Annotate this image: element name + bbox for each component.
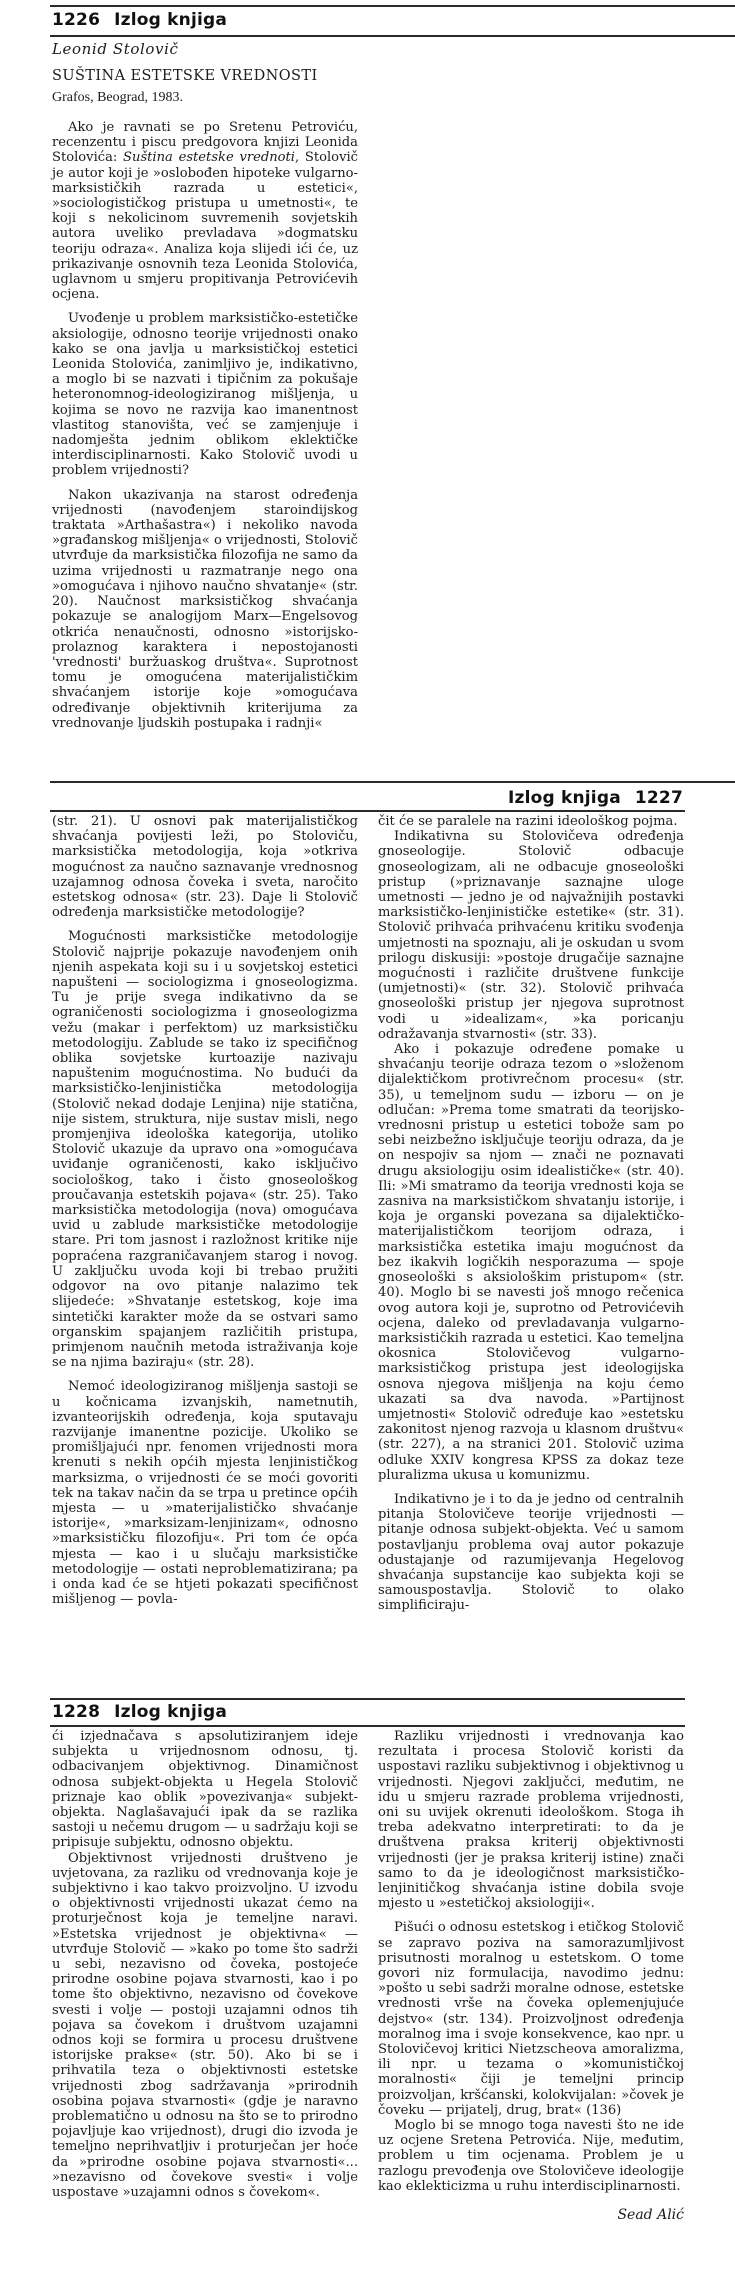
paragraph: čit će se paralele na razini ideološkog pojma. — [378, 814, 678, 829]
column-left — [52, 120, 358, 731]
paragraph: Pišući o odnosu estetskog i etičkog Stolovič se zapravo poziva na samorazumljivost prisutnosti moralnog u estetskom. O tome govori niz formulacija, navodimo jednu: »pošto u sebi sadrži moralne odnose, estetske vrednosti vrše na čoveka oplemenjujuće dejstvo« (str. 134). Proizvoljnost određenja moralnog ima i svoje konsekvence, kao npr. u Stolovičevoj kritici Nietzscheova amoralizma, ili npr. u tezama o »komunističkoj moralnosti« čiji je temeljni princip proizvoljan, kršćanski, kolokvijalan: »čovek je čoveku — prijatelj, drug, brat« (136) — [378, 1920, 684, 2118]
column-right — [378, 1729, 684, 2223]
section-title: Izlog knjiga — [507, 788, 621, 808]
paragraph: Indikativno je i to da je jedno od centralnih pitanja Stolovičeve teorije vrijednosti — pitanje odnosa subjekt-objekta. Već u samom postavljanju problema ovaj autor pokazuje odustajanje od razumijevanja Hegelovog shvaćanja supstancije kao subjekta koji se samouspostavlja. Stolovič to olako simplificiraju- — [378, 1491, 684, 1614]
paragraph: Objektivnost vrijednosti društveno je uvjetovana, za razliku od vrednovanja koje je subjektivno i kao takvo proizvoljno. U izvodu o objektivnosti vrijednosti ukazat ćemo na proturječnost koja je temeljne naravi. »Estetska vrijednost je objektivna« — utvrđuje Stolovič — »kako po tome što sadrži u sebi, nezavisno od čoveka, postojeće prirodne osobine pojava stvarnosti, kao i po tome što objektivno, nezavisno od čovekove svesti i volje — postoji uzajamni odnos tih pojava sa čovekom i društvom uzajamni odnos koji se formira u procesu društvene istorijske prakse« (str. 50). Ako bi se i prihvatila teza o objektivnosti estetske vrijednosti zbog sadržavanja »prirodnih osobina pojava stvarnosti« (gdje je naravno problematično u odnosu na što se to prirodno pojavljuje kao vrijednost), drugi dio izvoda je temeljno neprihvatljiv i proturječan jer hoće da »prirodne osobine pojava stvarnosti«... »nezavisno od čovekove svesti« i volje uspostave »uzajamni odnos s čovekom«. — [52, 1850, 358, 2201]
top-rule — [50, 5, 735, 7]
header-rule — [50, 810, 685, 812]
paragraph: Mogućnosti marksističke metodologije Stolovič najprije pokazuje navođenjem onih njenih aspekata koji su i u sovjetskoj estetici napušteni — sociologizma i gnoseologizma. Tu je prije svega indikativno da se ograničenosti sociologizma i gnoseologizma vežu (makar i perfektom) uz marksističku metodologiju. Zablude se tako iz specifičnog oblika sovjetske kurtoazije nazivaju napuštenim mogućnostima. No budući da marksističko-lenjinistička metodologija (Stolovič nekad dodaje Lenjina) nije statična, nije sistem, struktura, nije sustav misli, nego promjenjiva ideološka kategorija, utoliko Stolovič ukazuje da upravo ona »omogućava uviđanje ograničenosti, kako isključivo sociološkog, tako i čisto gnoseološkog proučavanja estetskih pojava« (str. 25). Tako marksistička metodologija (nova) omogućava uvid u zablude marksističke metodologije stare. Pri tom jasnost i razložnost kritike nije popraćena razgraničavanjem starog i novog. U zaključku uvoda koji bi trebao pružiti odgovor na ovo pitanje nalazimo tek slijedeće: »Shvatanje estetskog, koje ima sintetički karakter može da se ostvari samo organskim spajanjem različitih pristupa, primjenom naučnih metoda istraživanja koje se na njima baziraju« (str. 28). — [52, 929, 358, 1371]
running-head — [52, 1702, 227, 1722]
paragraph: Moglo bi se mnogo toga navesti što ne ide uz ocjene Sretena Petrovića. Nije, međutim, problem u tim ocjenama. Problem je u razlogu prevođenja ove Stolovičeve ideologije kao eklekticizma u ruhu interdisciplinarnosti. — [378, 2118, 684, 2194]
review-publisher: Grafos, Beograd, 1983. — [52, 90, 184, 105]
review-author: Leonid Stolovič — [52, 40, 179, 58]
footer-rule — [50, 1698, 685, 1700]
header-rule — [50, 35, 735, 37]
paragraph: Nemoć ideologiziranog mišljenja sastoji se u kočnicama izvanjskih, nametnutih, izvanteorijskih određenja, koja sputavaju razvijanje imanentne pozicije. Ukoliko se promišljajući npr. fenomen vrijednosti mora krenuti s nekih općih mjesta lenjinističkog marksizma, o vrijednosti će se moći govoriti tek na takav način da se trpa u pretince općih mjesta — u »materijalističko shvaćanje istorije«, »marksizam-lenjinizam«, odnosno »marksističku filozofiju«. Pri tom će opća mjesta — kao i u slučaju marksističke metodologije — ostati neproblematizirana; pa i onda kad će se htjeti pokazati specifičnost mišljenog — povla- — [52, 1379, 358, 1608]
page-number: 1226 — [52, 10, 101, 30]
paragraph: Uvođenje u problem marksističko-estetičke aksiologije, odnosno teorije vrijednosti onako kako se ona javlja u marksističkoj estetici Leonida Stolovića, zanimljivo je, indikativno, a moglo bi se nazvati i tipičnim za pokušaje heteronomnog-ideologiziranog mišljenja, u kojima se novo ne razvija kao imanentnost vlastitog stanovišta, već se zamjenjuje i nadomješta jednim oblikom eklektičke interdisciplinarnosti. Kako Stolovič uvodi u problem vrijednosti? — [52, 311, 358, 479]
paragraph: Razliku vrijednosti i vrednovanja kao rezultata i procesa Stolovič koristi da uspostavi razliku subjektivnog i objektivnog u vrijednosti. Njegovi zaključci, međutim, ne idu u smjeru razrade problema vrijednosti, oni su uvijek okrenuti ideološkom. Stoga ih treba adekvatno interpretirati: to da je društvena praksa kriterij objektivnosti vrijednosti (jer je praksa kriterij istine) znači samo to da je ideologičnost marksističko-lenjinitičkog shvaćanja istine dobila svoje mjesto u »estetičkoj aksiologiji«. — [378, 1729, 684, 1912]
paragraph: ći izjednačava s apsolutiziranjem ideje subjekta u vrijednosnom odnosu, tj. odbacivanjem objektivnog. Dinamičnost odnosa subjekt-objekta u Hegela Stolovič priznaje kao oblik »povezivanja« subjekt-objekta. Naglašavajući ipak da se razlika sastoji u nečemu drugom — u sadržaju koji se pripisuje subjektu, odnosno objektu. — [52, 1729, 358, 1851]
header-rule — [50, 1725, 685, 1727]
page-number: 1227 — [634, 788, 683, 808]
column-left — [52, 1729, 358, 2200]
column-right — [378, 814, 684, 1614]
paragraph: Indikativna su Stolovičeva određenja gnoseologije. Stolovič odbacuje gnoseologizam, ali ne odbacuje gnoseološki pristup (»priznavanje saznajne uloge umetnosti — jedno je od najvažnijih postavki marksističko-lenjinističke estetike« (str. 31). Stolovič prihvaća prihvaćenu kritiku svođenja umjetnosti na spoznaju, ali je oskudan u svom prilogu diskusiji: »postoje drugačije saznajne mogućnosti i različite društvene funkcije (umjetnosti)« (str. 32). Stolovič prihvaća gnoseološki pristup jer njegova suprotnost vodi u »idealizam«, »ka poricanju odražavanja stvarnosti« (str. 33). — [378, 829, 684, 1042]
running-head — [508, 788, 683, 808]
review-signature: Sead Alić — [617, 2207, 684, 2224]
page-number: 1228 — [52, 1702, 101, 1722]
footer-rule — [50, 781, 735, 783]
running-head — [52, 10, 227, 30]
paragraph: Ako je ravnati se po Sretenu Petroviću, recenzentu i piscu predgovora knjizi Leonida Stolovića: Suština estetske vrednoti, Stolovič je autor koji je »oslobođen hipoteke vulgarno-marksističkih razrada u estetici«, »sociologističkog pristupa u umetnosti«, te koji s nekolicinom suvremenih sovjetskih autora uveliko prevladava »dogmatsku teoriju odraza«. Analiza koja slijedi ići će, uz prikazivanje osnovnih teza Leonida Stolovića, uglavnom u smjeru propitivanja Petrovićevih ocjena. — [52, 120, 358, 303]
section-title: Izlog knjiga — [114, 10, 228, 30]
review-book-title: SUŠTINA ESTETSKE VREDNOSTI — [52, 68, 318, 84]
paragraph: Nakon ukazivanja na starost određenja vrijednosti (navođenjem staroindijskog traktata »Arthašastra«) i nekoliko navoda »građanskog mišljenja« o vrijednosti, Stolovič utvrđuje da marksistička filozofija ne samo da uzima vrijednosti u razmatranje nego ona »omogućava i njihovo naučno shvatanje« (str. 20). Naučnost marksističkog shvaćanja pokazuje se analogijom Marx—Engelsovog otkrića nenaučnosti, odnosno »istorijsko-prolaznog karaktera i nepostojanosti 'vrednosti' buržuaskog društva«. Suprotnost tomu je omogućena materijalističkim shvaćanjem istorije koje »omogućava određivanje objektivnih kriterijuma za vrednovanje ljudskih postupaka i radnji« — [52, 487, 358, 731]
paragraph: Ako i pokazuje određene pomake u shvaćanju teorije odraza tezom o »složenom dijalektičkom protivrečnom procesu« (str. 35), u temeljnom sudu — izboru — on je odlučan: »Prema tome smatrati da teorijsko-vrednosni pristup u estetici tobože sam po sebi neizbežno isključuje teoriju odraza, da je on nespojiv sa njom — znači ne poznavati drugu aksiologiju osim idealističke« (str. 40). Ili: »Mi smatramo da teorija vrednosti koja se zasniva na marksističkom shvatanju istorije, i koja je organski povezana sa dijalektičko-materijalističkom teorijom odraza, i marksistička estetika imaju mogućnost da bez ikakvih logičkih nesporazuma — spoje gnoseološki s aksiološkim pristupom« (str. 40). Moglo bi se navesti još mnogo rečenica ovog autora koji je, suprotno od Petrovićevih ocjena, daleko od prevladavanja vulgarno-marksističkih razrada u estetici. Kao temeljna okosnica Stolovičevog vulgarno-marksističkog pristupa jest ideologijska osnova njegova mišljenja na koju ćemo ukazati sa dva navoda. »Partijnost umjetnosti« Stolovič određuje kao »estetsku zakonitost njenog razvoja u klasnom društvu« (str. 227), a na stranici 201. Stolovič uzima odluke XXIV kongresa KPSS za dokaz teze pluralizma ukusa u komunizmu. — [378, 1042, 684, 1483]
book-title-inline: Suština estetske vrednoti — [123, 150, 295, 166]
paragraph: (str. 21). U osnovi pak materijalističkog shvaćanja povijesti leži, po Stoloviču, marksistička metodologija, koja »otkriva mogućnost za naučno saznavanje vrednosnog uzajamnog odnosa čoveka i sveta, naročito estetskog odnosa« (str. 23). Daje li Stolovič određenja marksističke metodologije? — [52, 814, 358, 921]
column-left — [52, 814, 358, 1607]
section-title: Izlog knjiga — [114, 1702, 228, 1722]
